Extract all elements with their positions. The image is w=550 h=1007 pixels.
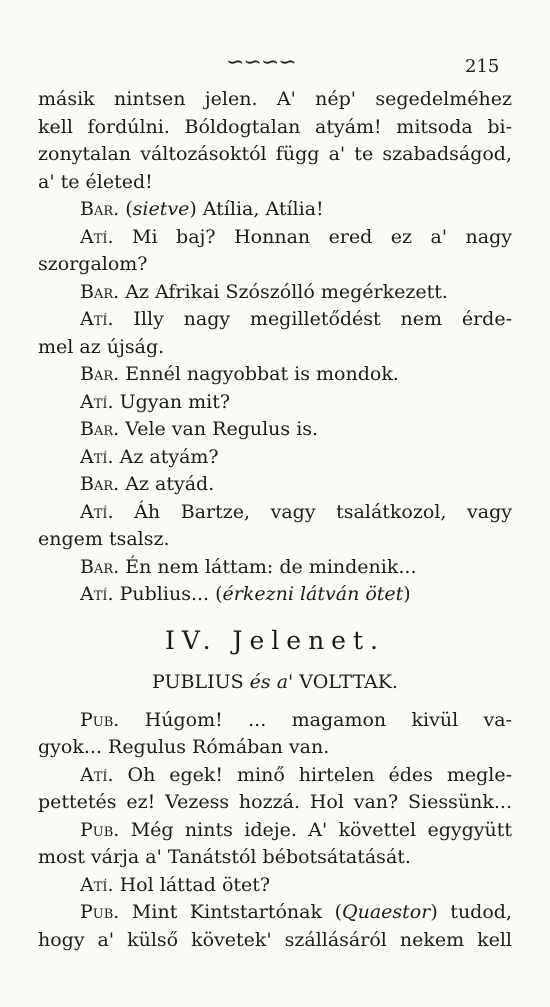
text-line — [38, 141, 512, 169]
text-line — [38, 169, 512, 197]
text-line — [38, 361, 512, 389]
page-number: 215 — [465, 56, 500, 77]
speaker-name: Atí. — [80, 308, 114, 330]
text-run: kell fordúlni. Bóldogtalan atyám! mitsoda bi- — [38, 115, 512, 138]
text-line — [38, 707, 512, 735]
text-line — [38, 927, 512, 955]
text-run: Az atyám? — [113, 445, 219, 468]
text-run: Az atyád. — [119, 473, 215, 495]
text-run: szorgalom? — [38, 253, 148, 275]
text-line — [38, 471, 512, 499]
speaker-name: Atí. — [80, 873, 114, 896]
text-run: Oh egek! minő hirtelen édes megle- — [113, 763, 512, 786]
text-line — [38, 872, 512, 900]
text-line — [38, 86, 512, 114]
speaker-name: Bar. — [80, 473, 120, 495]
text-line — [38, 444, 512, 472]
text-run: Illy nagy megilletődést nem érde- — [113, 308, 512, 330]
speaker-name: Bar. — [80, 198, 120, 220]
text-line — [38, 762, 512, 790]
text-line — [38, 279, 512, 307]
text-run: ( — [119, 198, 133, 220]
text-run: ) tudod, — [430, 901, 512, 923]
text-run: engem tsalsz. — [38, 528, 170, 550]
text-line — [38, 844, 512, 872]
dialogue-block-2 — [38, 707, 512, 955]
speaker-name: Bar. — [80, 418, 120, 440]
text-line — [38, 789, 512, 817]
page-body — [38, 86, 512, 954]
text-run: PUBLIUS — [152, 670, 250, 693]
scene-title: IV. Jelenet. — [165, 625, 385, 655]
text-run: Húgom! ... magamon kivül va- — [119, 708, 512, 731]
text-run: Áh Bartze, vagy tsalátkozol, vagy — [113, 500, 512, 523]
scene-cast — [38, 667, 512, 697]
text-line — [38, 581, 512, 609]
text-line — [38, 817, 512, 845]
text-line — [38, 114, 512, 142]
speaker-name: Atí. — [80, 445, 114, 468]
page-header — [0, 52, 550, 86]
text-run: zonytalan változásoktól függ a' te szabadságod, — [38, 143, 512, 165]
ornament-flourish: ∽∽∽∽ — [226, 50, 296, 75]
text-run: Mi baj? Honnan ered ez a' nagy — [113, 225, 512, 248]
text-run: Ennél nagyobbat is mondok. — [119, 363, 399, 385]
dialogue-block-1 — [38, 86, 512, 609]
text-line — [38, 416, 512, 444]
text-run: VOLTTAK. — [293, 670, 398, 693]
text-line — [38, 899, 512, 927]
text-line — [38, 389, 512, 417]
text-run: Mint Kintstartónak ( — [119, 901, 343, 923]
text-run: Hol láttad ötet? — [113, 873, 271, 896]
speaker-name: Pub. — [80, 901, 120, 923]
speaker-name: Atí. — [80, 225, 114, 248]
stage-direction: Quaestor — [342, 901, 431, 923]
speaker-name: Atí. — [80, 500, 114, 523]
speaker-name: Pub. — [80, 708, 120, 731]
text-run: hogy a' külső követek' szállásáról nekem kell — [38, 928, 512, 951]
text-line — [38, 196, 512, 224]
text-run: a' te életed! — [38, 170, 153, 193]
text-run: másik nintsen jelen. A' nép' segedelméhez — [38, 88, 512, 110]
text-line — [38, 251, 512, 279]
text-run: most várja a' Tanátstól bébotsátatását. — [38, 846, 411, 868]
stage-direction: érkezni látván ötet — [222, 583, 404, 605]
text-line — [38, 334, 512, 362]
text-run: Én nem láttam: de mindenik... — [119, 555, 417, 578]
stage-direction: és a' — [249, 670, 294, 693]
text-run: pettetés ez! Vezess hozzá. Hol van? Siessünk... — [38, 791, 512, 813]
text-line — [38, 306, 512, 334]
text-line — [38, 554, 512, 582]
text-run: Ugyan mit? — [113, 390, 231, 413]
text-run: gyok... Regulus Rómában van. — [38, 736, 330, 758]
text-line — [38, 224, 512, 252]
speaker-name: Bar. — [80, 363, 120, 385]
text-run: ) Atília, Atília! — [189, 198, 324, 220]
stage-direction: sietve — [132, 198, 190, 220]
speaker-name: Atí. — [80, 763, 114, 786]
text-run: Publius... ( — [113, 583, 223, 605]
text-run: Még nints ideje. A' követtel egygyütt — [119, 818, 512, 841]
speaker-name: Atí. — [80, 390, 114, 413]
text-line — [38, 734, 512, 762]
text-run: ) — [403, 583, 411, 605]
speaker-name: Bar. — [80, 555, 120, 578]
speaker-name: Atí. — [80, 583, 114, 605]
text-line — [38, 499, 512, 527]
text-line — [38, 526, 512, 554]
text-run: Vele van Regulus is. — [119, 418, 319, 440]
speaker-name: Pub. — [80, 818, 120, 841]
text-run: mel az újság. — [38, 335, 165, 358]
text-run: Az Afrikai Szószólló megérkezett. — [119, 280, 448, 303]
speaker-name: Bar. — [80, 280, 120, 303]
